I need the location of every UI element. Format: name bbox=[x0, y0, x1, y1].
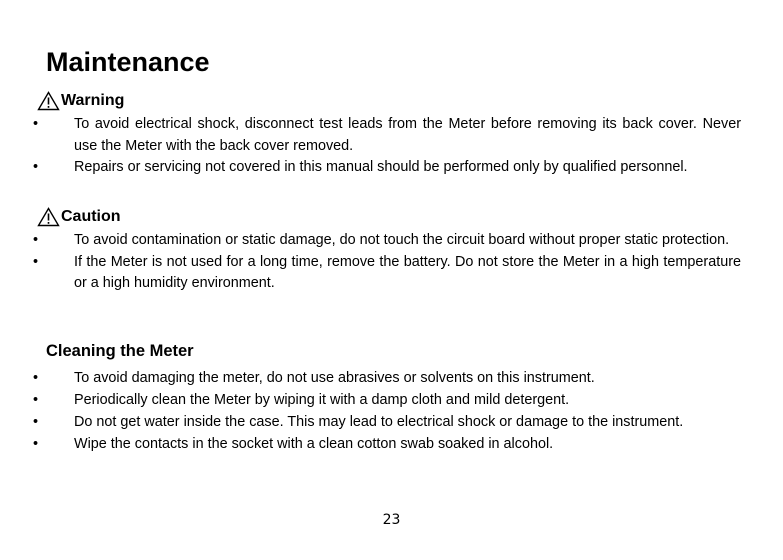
caution-heading bbox=[37, 206, 121, 228]
caution-heading-label: Caution bbox=[61, 208, 121, 225]
cleaning-heading: Cleaning the Meter bbox=[46, 342, 194, 360]
warning-heading-label: Warning bbox=[61, 92, 125, 109]
cleaning-item: • Wipe the contacts in the socket with a clean cotton swab soaked in alcohol. bbox=[32, 433, 741, 455]
caution-item: • If the Meter is not used for a long time, remove the battery. Do not store the Meter in a high temperature or a high humidity environment. bbox=[32, 252, 741, 295]
warning-heading bbox=[37, 90, 124, 112]
cleaning-item: • To avoid damaging the meter, do not use abrasives or solvents on this instrument. bbox=[32, 367, 741, 389]
cleaning-list bbox=[32, 367, 741, 455]
page-title: Maintenance bbox=[46, 47, 210, 77]
warning-list bbox=[32, 114, 741, 179]
caution-item: • To avoid contamination or static damage, do not touch the circuit board without proper static protection. bbox=[32, 230, 741, 252]
caution-list bbox=[32, 230, 741, 295]
warning-item: • To avoid electrical shock, disconnect test leads from the Meter before removing its back cover. Never use the Meter with the back cover removed. bbox=[32, 114, 741, 157]
warning-triangle-icon bbox=[37, 207, 60, 227]
warning-triangle-icon bbox=[37, 91, 60, 111]
warning-item: • Repairs or servicing not covered in this manual should be performed only by qualified personnel. bbox=[32, 157, 741, 179]
cleaning-item: • Do not get water inside the case. This may lead to electrical shock or damage to the instrument. bbox=[32, 411, 741, 433]
page-number: 23 bbox=[382, 512, 401, 528]
cleaning-item: • Periodically clean the Meter by wiping it with a damp cloth and mild detergent. bbox=[32, 389, 741, 411]
